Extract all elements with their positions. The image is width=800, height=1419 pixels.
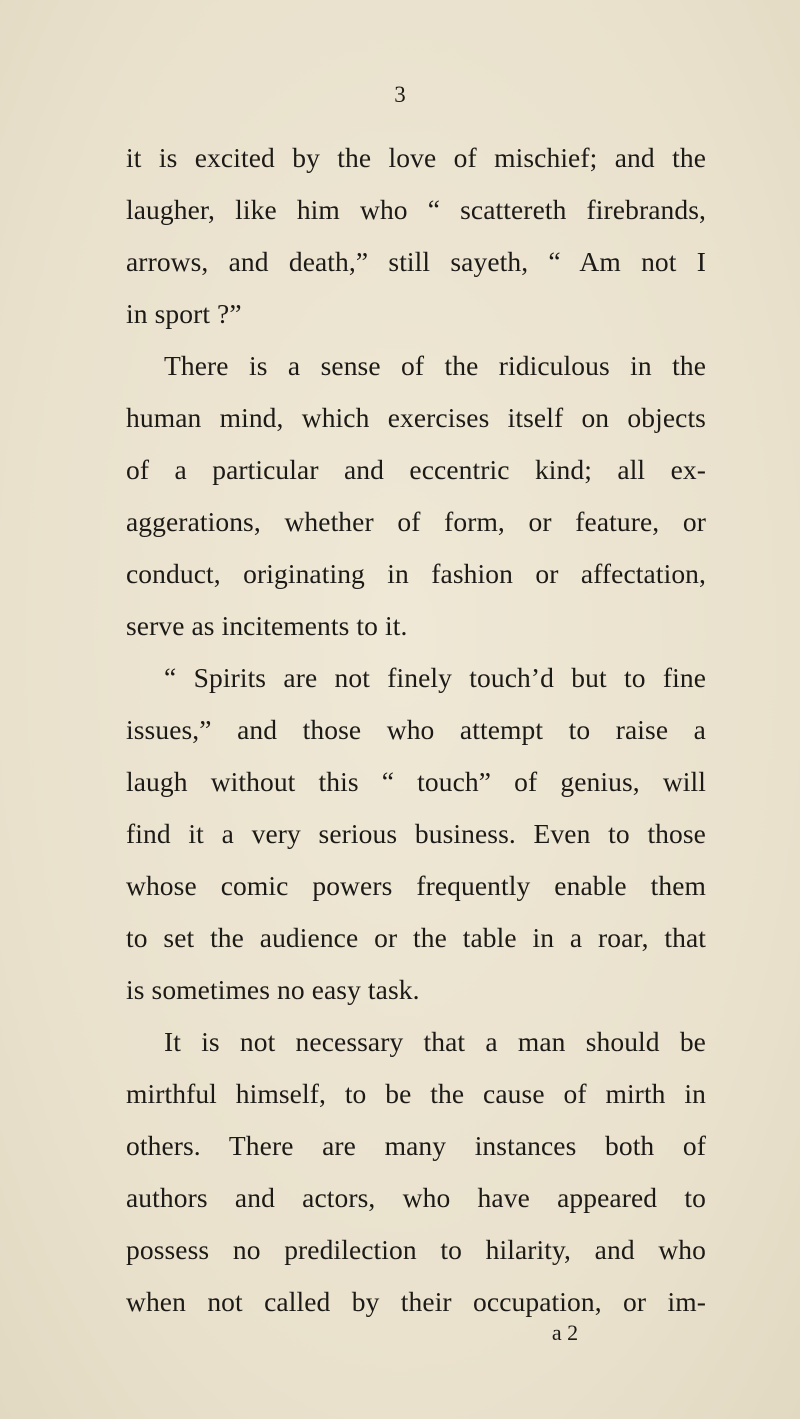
text-line: others. There are many instances both of [126,1130,706,1161]
text-line: of a particular and eccentric kind; all ex- [126,454,706,485]
text-line: in sport ?” [126,298,242,329]
text-line: There is a sense of the ridiculous in the [164,350,706,381]
text-line: issues,” and those who attempt to raise a [126,714,706,745]
text-line: arrows, and death,” still sayeth, “ Am not I [126,246,706,277]
text-line: It is not necessary that a man should be [164,1026,706,1057]
text-line: “ Spirits are not finely touch’d but to fine [164,662,706,693]
text-line: to set the audience or the table in a roar, that [126,922,706,953]
body-text [126,132,706,1328]
text-line: aggerations, whether of form, or feature, or [126,506,706,537]
text-line: when not called by their occupation, or im- [126,1286,706,1317]
text-line: it is excited by the love of mischief; and the [126,142,706,173]
text-line: whose comic powers frequently enable them [126,870,706,901]
text-line: serve as incitements to it. [126,610,408,641]
text-line: find it a very serious business. Even to those [126,818,706,849]
signature-mark: a 2 [551,1320,579,1345]
text-line: is sometimes no easy task. [126,974,420,1005]
text-line: laugher, like him who “ scattereth firebrands, [126,194,706,225]
text-line: conduct, originating in fashion or affectation, [126,558,706,589]
text-line: laugh without this “ touch” of genius, will [126,766,706,797]
text-line: human mind, which exercises itself on objects [126,402,706,433]
text-line: mirthful himself, to be the cause of mirth in [126,1078,706,1109]
text-line: authors and actors, who have appeared to [126,1182,706,1213]
page-number: 3 [394,82,406,107]
text-line: possess no predilection to hilarity, and who [126,1234,706,1265]
